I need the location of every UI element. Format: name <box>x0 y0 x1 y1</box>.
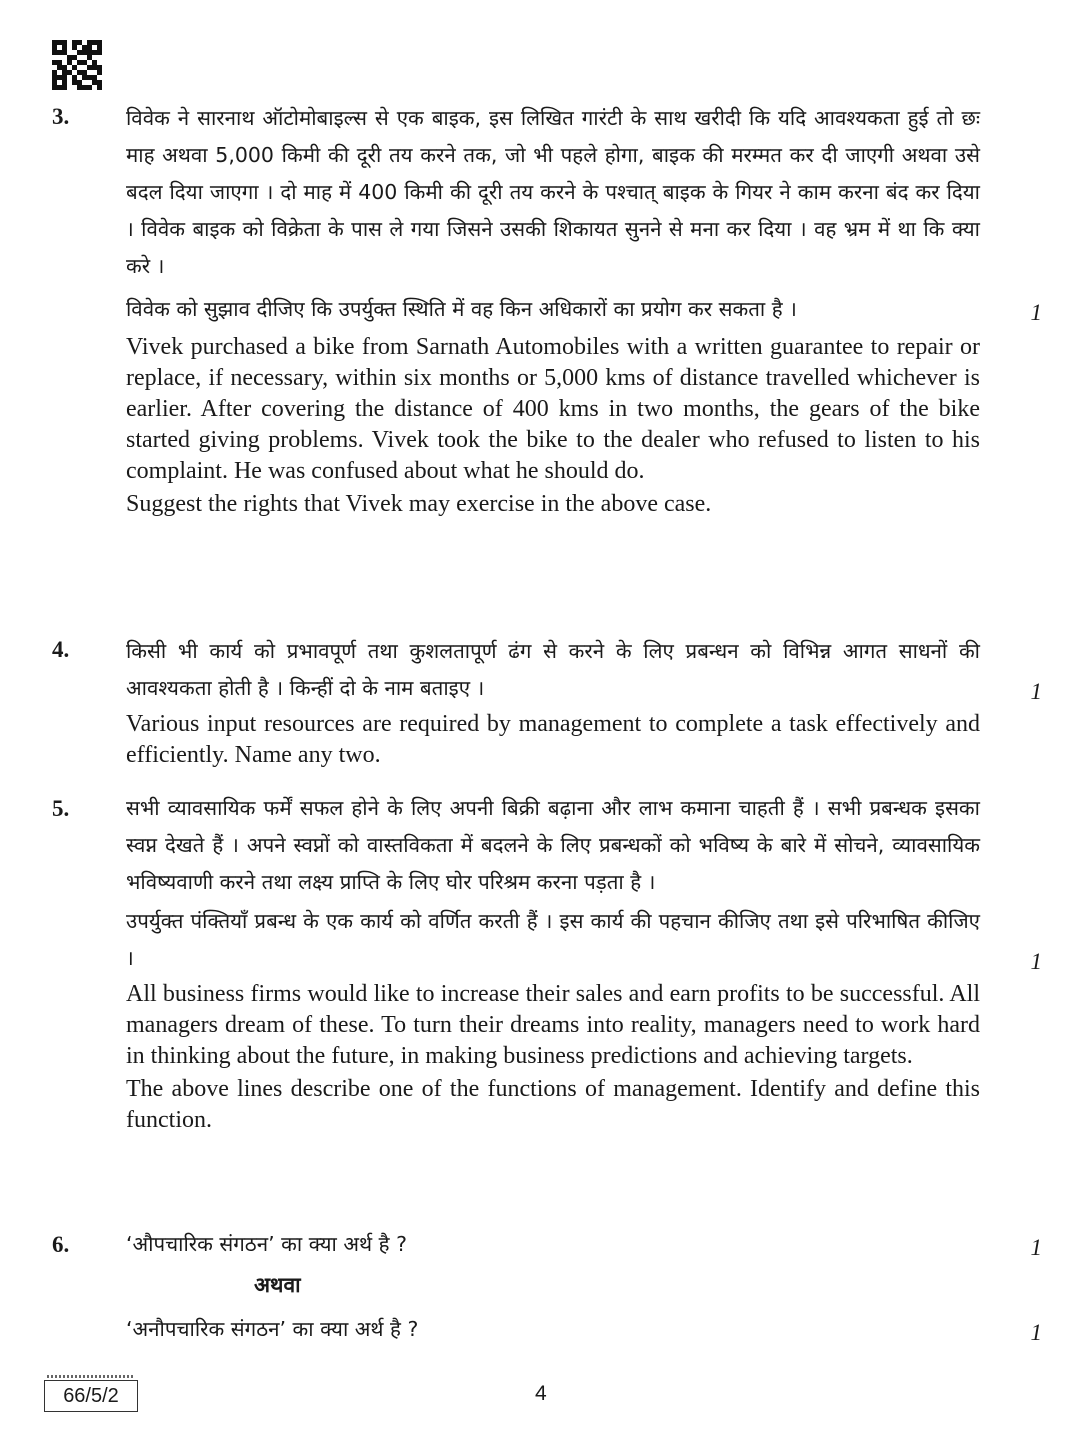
qr-code <box>52 40 102 90</box>
page-number: 4 <box>535 1382 547 1405</box>
question-english-text: Various input resources are required by management to complete a task effectively and efficiently. Name any two. <box>126 711 980 768</box>
marks-label: 1 <box>1030 1235 1042 1260</box>
question-number: 5. <box>52 796 70 821</box>
or-label: अथवा <box>254 1273 301 1297</box>
question-hindi-prompt: उपर्युक्त पंक्तियाँ प्रबन्ध के एक कार्य को वर्णित करती हैं । इस कार्य की पहचान कीजिए तथा इसे परिभाषित कीजिए । <box>126 909 980 970</box>
marks-label: 1 <box>1030 1320 1042 1345</box>
option-b-text: ‘अनौपचारिक संगठन’ का क्या अर्थ है ? <box>126 1317 419 1341</box>
question-6 <box>52 1226 1042 1348</box>
question-english-prompt: The above lines describe one of the functions of management. Identify and define this function. <box>126 1076 980 1133</box>
question-4 <box>52 633 1042 771</box>
marks-label: 1 <box>1030 679 1042 704</box>
question-5 <box>52 790 1042 1136</box>
marks-label: 1 <box>1030 949 1042 974</box>
question-english-text: All business firms would like to increase their sales and earn profits to be successful. All managers dream of these. To turn their dreams into reality, managers need to work hard in thinking about the future, in making business predictions and achieving targets. <box>126 981 980 1069</box>
question-hindi-text: किसी भी कार्य को प्रभावपूर्ण तथा कुशलतापूर्ण ढंग से करने के लिए प्रबन्धन को विभिन्न आगत साधनों की आवश्यकता होती है । किन्हीं दो के नाम बताइए । <box>126 639 980 700</box>
question-3 <box>52 100 1042 520</box>
question-hindi-prompt: विवेक को सुझाव दीजिए कि उपर्युक्त स्थिति में वह किन अधिकारों का प्रयोग कर सकता है । <box>126 297 797 321</box>
question-number: 6. <box>52 1232 70 1257</box>
question-number: 4. <box>52 637 70 662</box>
option-a-text: ‘औपचारिक संगठन’ का क्या अर्थ है ? <box>126 1232 407 1256</box>
marks-label: 1 <box>1030 300 1042 325</box>
question-hindi-text: विवेक ने सारनाथ ऑटोमोबाइल्स से एक बाइक, इस लिखित गारंटी के साथ खरीदी कि यदि आवश्यकता हुई तो छः माह अथवा 5,000 किमी की दूरी तय करने तक, जो भी पहले होगा, बाइक की मरम्मत कर दी जाएगी अथवा उसे बदल दिया जाएगा । दो माह में 400 किमी की दूरी तय करने के पश्चात् बाइक के गियर ने काम करना बंद कर दिया । विवेक बाइक को विक्रेता के पास ले गया जिसने उसकी शिकायत सुनने से मना कर दिया । वह भ्रम में था कि क्या करे । <box>126 106 980 278</box>
question-english-prompt: Suggest the rights that Vivek may exercise in the above case. <box>126 491 712 517</box>
paper-code: 66/5/2 <box>44 1380 138 1412</box>
question-hindi-text: सभी व्यावसायिक फर्में सफल होने के लिए अपनी बिक्री बढ़ाना और लाभ कमाना चाहती हैं । सभी प्रबन्धक इसका स्वप्न देखते हैं । अपने स्वप्नों को वास्तविकता में बदलने के लिए प्रबन्धकों को भविष्य के बारे में सोचने, व्यावसायिक भविष्यवाणी करने तथा लक्ष्य प्राप्ति के लिए घोर परिश्रम करना पड़ता है । <box>126 796 980 894</box>
question-english-text: Vivek purchased a bike from Sarnath Automobiles with a written guarantee to repair or replace, if necessary, within six months or 5,000 kms of distance travelled whichever is earlier. After covering the distance of 400 kms in two months, the gears of the bike started giving problems. Vivek took the bike to the dealer who refused to listen to his complaint. He was confused about what he should do. <box>126 334 980 484</box>
question-number: 3. <box>52 104 70 129</box>
